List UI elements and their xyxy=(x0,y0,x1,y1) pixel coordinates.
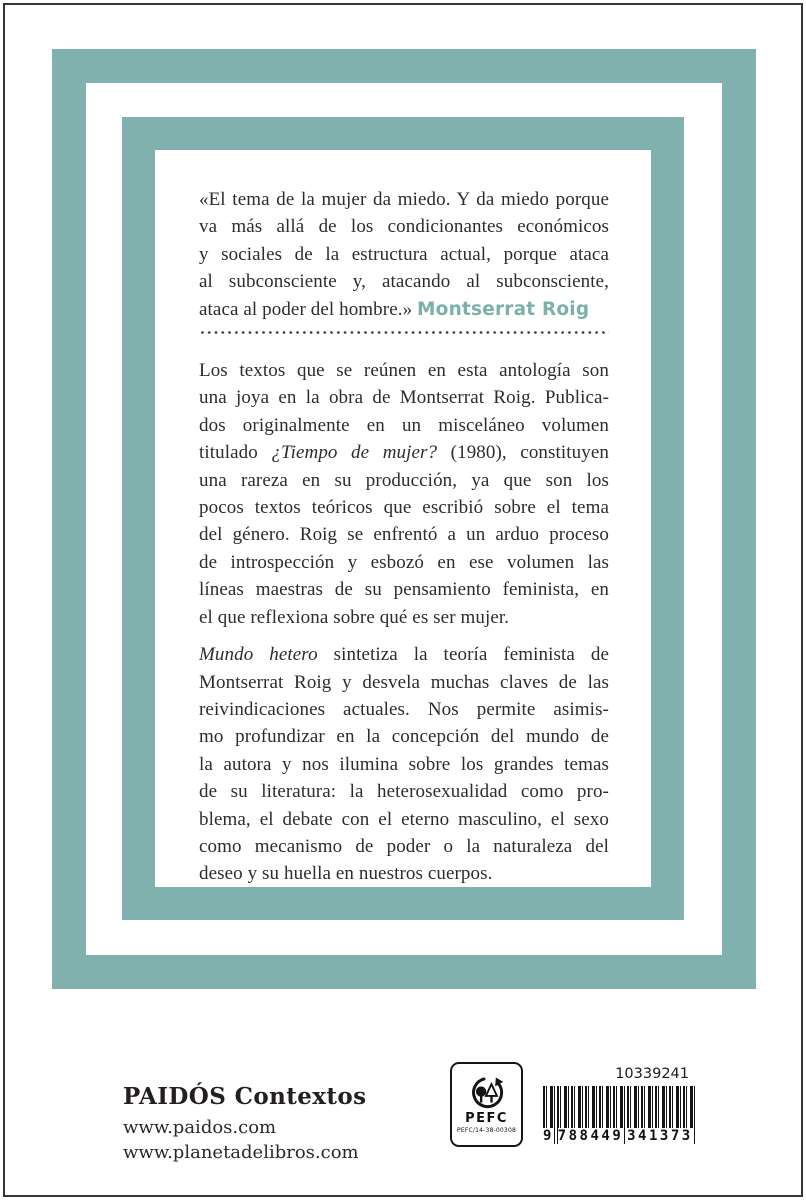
quote-lines xyxy=(199,186,609,296)
synopsis-paragraph-2 xyxy=(199,641,609,888)
pefc-logo xyxy=(450,1062,523,1147)
pefc-label: PEFC xyxy=(465,1110,508,1126)
barcode-bars xyxy=(543,1086,695,1144)
imprint-name: PAIDÓS Contextos xyxy=(123,1083,367,1110)
text-line: una rareza en su producción, ya que son los xyxy=(199,469,609,491)
barcode-lead-digit: 9 xyxy=(543,1128,554,1144)
back-cover-text xyxy=(199,186,609,888)
text-line: reivindicaciones actuales. Nos permite asimis- xyxy=(199,698,609,720)
text-line: «El tema de la mujer da miedo. Y da miedo porque xyxy=(199,189,609,210)
text-line: Montserrat Roig y desvela muchas claves de las xyxy=(199,671,609,693)
pefc-trees-icon xyxy=(469,1076,505,1110)
text-line: Mundo hetero sintetiza la teoría feminista de xyxy=(199,644,609,666)
text-line: del género. Roig se enfrentó a un arduo proceso xyxy=(199,524,609,546)
text-line: una joya en la obra de Montserrat Roig. Publica- xyxy=(199,387,609,409)
text-line: como mecanismo de poder o la naturaleza del xyxy=(199,835,609,857)
barcode-digit-group: 341373 xyxy=(627,1128,693,1144)
barcode xyxy=(543,1066,695,1144)
text-line: al subconsciente y, atacando al subconsciente, xyxy=(199,271,609,293)
text-line: líneas maestras de su pensamiento feminista, en xyxy=(199,579,609,601)
text-line: de su literatura: la heterosexualidad como pro- xyxy=(199,781,609,803)
text-line: deseo y su huella en nuestros cuerpos. xyxy=(199,863,493,885)
dotted-separator xyxy=(199,329,609,334)
barcode-top-number: 10339241 xyxy=(615,1066,689,1082)
publisher-url: www.planetadelibros.com xyxy=(123,1142,359,1163)
text-line: el que reflexiona sobre qué es ser mujer. xyxy=(199,606,510,628)
quote-author: Montserrat Roig xyxy=(417,298,590,320)
text-line: blema, el debate con el eterno masculino, el sexo xyxy=(199,808,609,830)
text-line: la autora y nos ilumina sobre los grandes temas xyxy=(199,753,609,775)
barcode-digit-group: 788449 xyxy=(557,1128,624,1144)
pefc-cert-number: PEFC/14-38-00308 xyxy=(457,1126,516,1134)
press-quote xyxy=(199,186,609,323)
quote-closing-text: ataca al poder del hombre.» xyxy=(199,298,413,320)
text-line: pocos textos teóricos que escribió sobre el tema xyxy=(199,497,609,519)
text-line: de introspección y esbozó en ese volumen las xyxy=(199,551,609,573)
publisher-url: www.paidos.com xyxy=(123,1117,277,1138)
publisher-block xyxy=(123,1083,366,1165)
synopsis-paragraph-1 xyxy=(199,357,609,631)
text-line: Los textos que se reúnen en esta antología son xyxy=(199,360,609,382)
quote-closing-line xyxy=(199,296,609,323)
text-line: va más allá de los condicionantes económicos xyxy=(199,216,609,238)
barcode-digits xyxy=(543,1129,695,1144)
text-line: mo profundizar en la concepción del mundo de xyxy=(199,726,609,748)
text-line: titulado ¿Tiempo de mujer? (1980), constituyen xyxy=(199,442,609,464)
text-line: y sociales de la estructura actual, porque ataca xyxy=(199,243,609,265)
text-line: dos originalmente en un misceláneo volumen xyxy=(199,414,609,436)
